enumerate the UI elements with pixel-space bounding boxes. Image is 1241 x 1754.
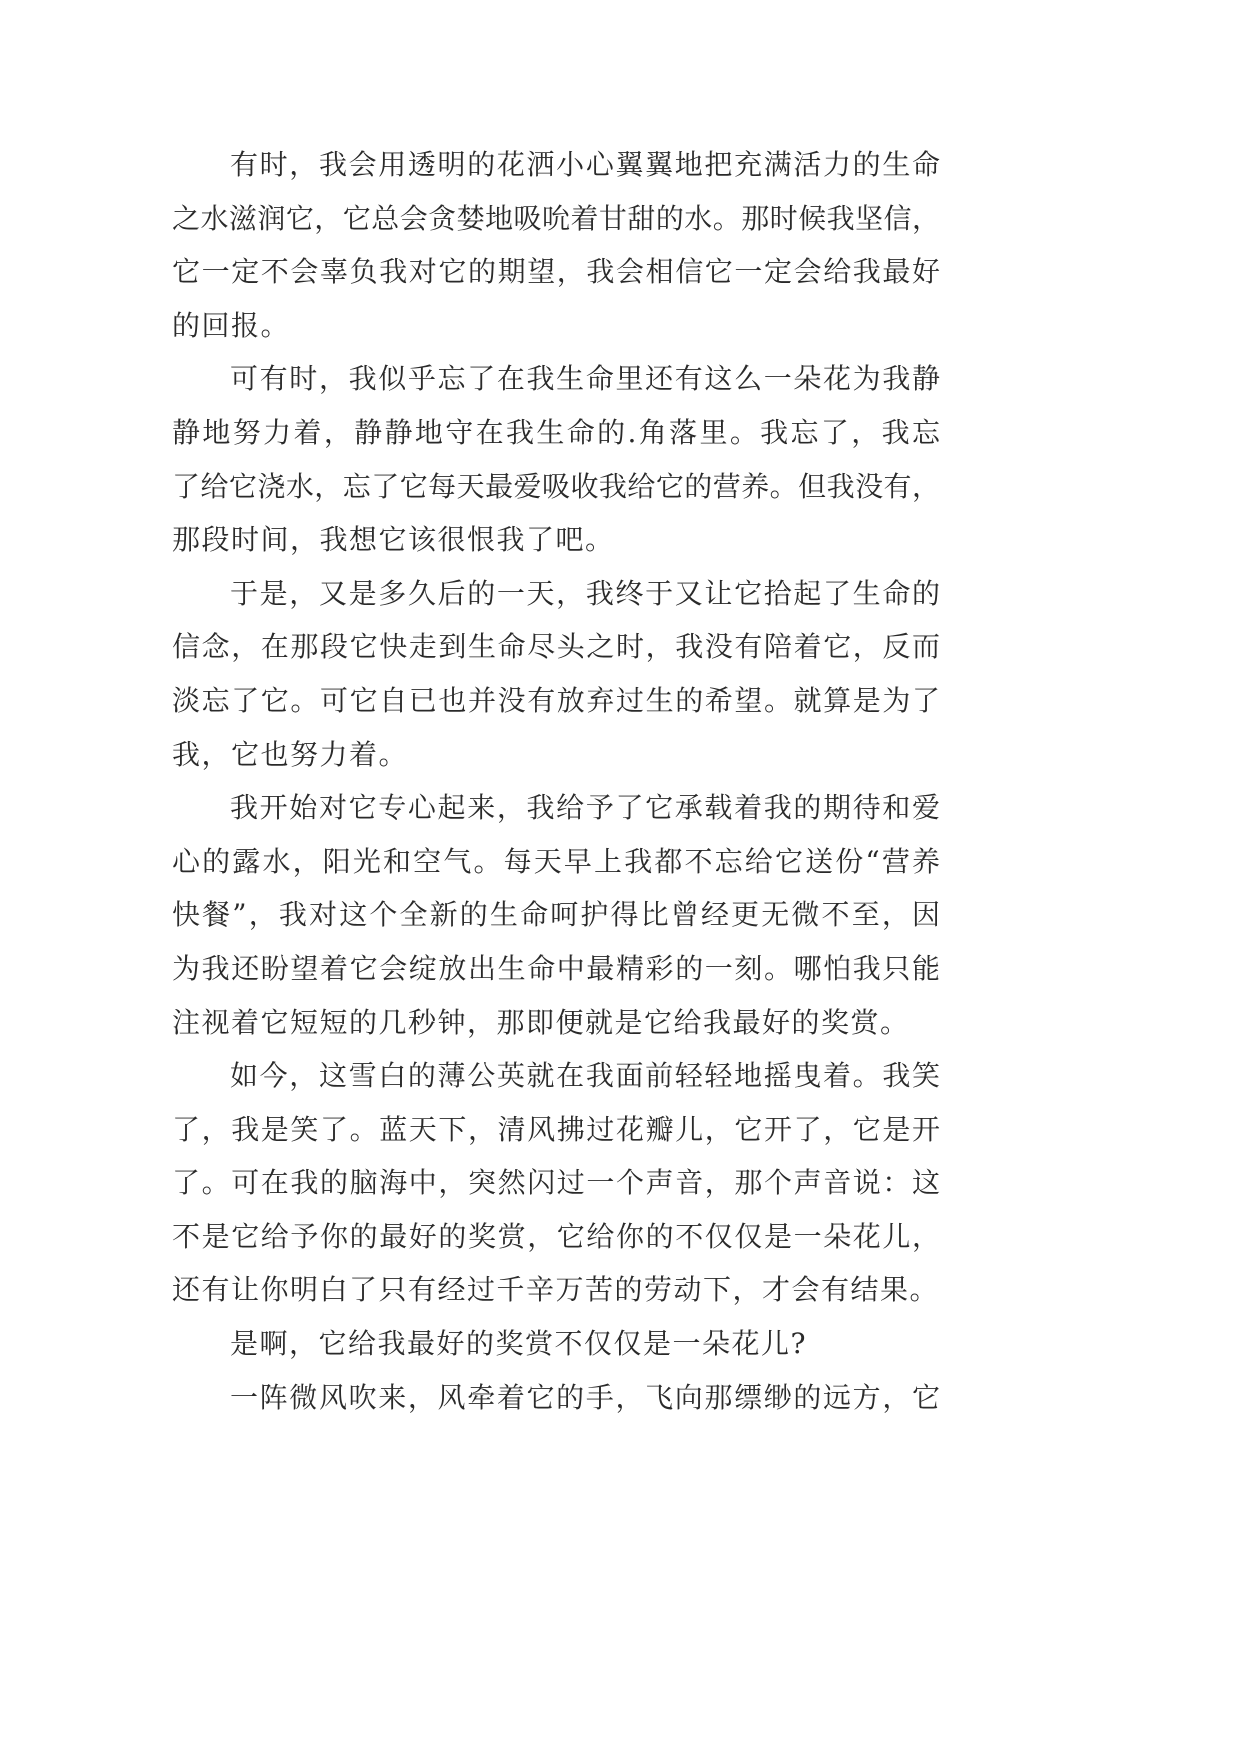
text-line: 我开始对它专心起来，我给予了它承载着我的期待和爱 bbox=[230, 791, 940, 825]
paragraph bbox=[172, 1317, 940, 1371]
text-line: 为我还盼望着它会绽放出生命中最精彩的一刻。哪怕我只能 bbox=[172, 951, 940, 985]
paragraph bbox=[172, 138, 940, 352]
text-line: 我，它也努力着。 bbox=[172, 737, 409, 771]
text-line: 一阵微风吹来，风牵着它的手，飞向那缥缈的远方，它 bbox=[230, 1380, 940, 1414]
text-line: 淡忘了它。可它自已也并没有放弃过生的希望。就算是为了 bbox=[172, 683, 940, 717]
text-line: 的回报。 bbox=[172, 308, 291, 342]
text-line: 静地努力着，静静地守在我生命的.角落里。我忘了，我忘 bbox=[172, 415, 940, 449]
text-line: 它一定不会辜负我对它的期望，我会相信它一定会给我最好 bbox=[172, 255, 940, 289]
text-line: 之水滋润它，它总会贪婪地吸吮着甘甜的水。那时候我坚信， bbox=[172, 201, 940, 235]
text-line: 于是，又是多久后的一天，我终于又让它拾起了生命的 bbox=[230, 576, 940, 610]
body-text bbox=[172, 138, 940, 1424]
text-line: 信念，在那段它快走到生命尽头之时，我没有陪着它，反而 bbox=[172, 630, 940, 664]
text-line: 有时，我会用透明的花洒小心翼翼地把充满活力的生命 bbox=[230, 148, 940, 181]
text-line: 那段时间，我想它该很恨我了吧。 bbox=[172, 523, 615, 557]
text-line: 可有时，我似乎忘了在我生命里还有这么一朵花为我静 bbox=[230, 362, 940, 396]
paragraph bbox=[172, 1049, 940, 1317]
paragraph bbox=[172, 567, 940, 781]
text-line: 心的露水，阳光和空气。每天早上我都不忘给它送份“营养 bbox=[172, 844, 940, 878]
text-line: 注视着它短短的几秒钟，那即便就是它给我最好的奖赏。 bbox=[172, 1005, 910, 1039]
text-line: 了。可在我的脑海中，突然闪过一个声音，那个声音说：这 bbox=[172, 1166, 940, 1200]
text-line: 快餐”，我对这个全新的生命呵护得比曾经更无微不至，因 bbox=[172, 898, 940, 932]
text-line: 了，我是笑了。蓝天下，清风拂过花瓣儿，它开了，它是开 bbox=[172, 1112, 940, 1146]
text-line: 不是它给予你的最好的奖赏，它给你的不仅仅是一朵花儿， bbox=[172, 1219, 940, 1253]
text-line: 如今，这雪白的薄公英就在我面前轻轻地摇曳着。我笑 bbox=[230, 1059, 940, 1093]
paragraph bbox=[172, 781, 940, 1049]
paragraph bbox=[172, 1371, 940, 1425]
text-line: 了给它浇水，忘了它每天最爱吸收我给它的营养。但我没有， bbox=[172, 469, 940, 503]
text-line: 还有让你明白了只有经过千辛万苦的劳动下，才会有结果。 bbox=[172, 1273, 940, 1307]
paragraph bbox=[172, 352, 940, 566]
text-line: 是啊，它给我最好的奖赏不仅仅是一朵花儿? bbox=[230, 1327, 808, 1361]
